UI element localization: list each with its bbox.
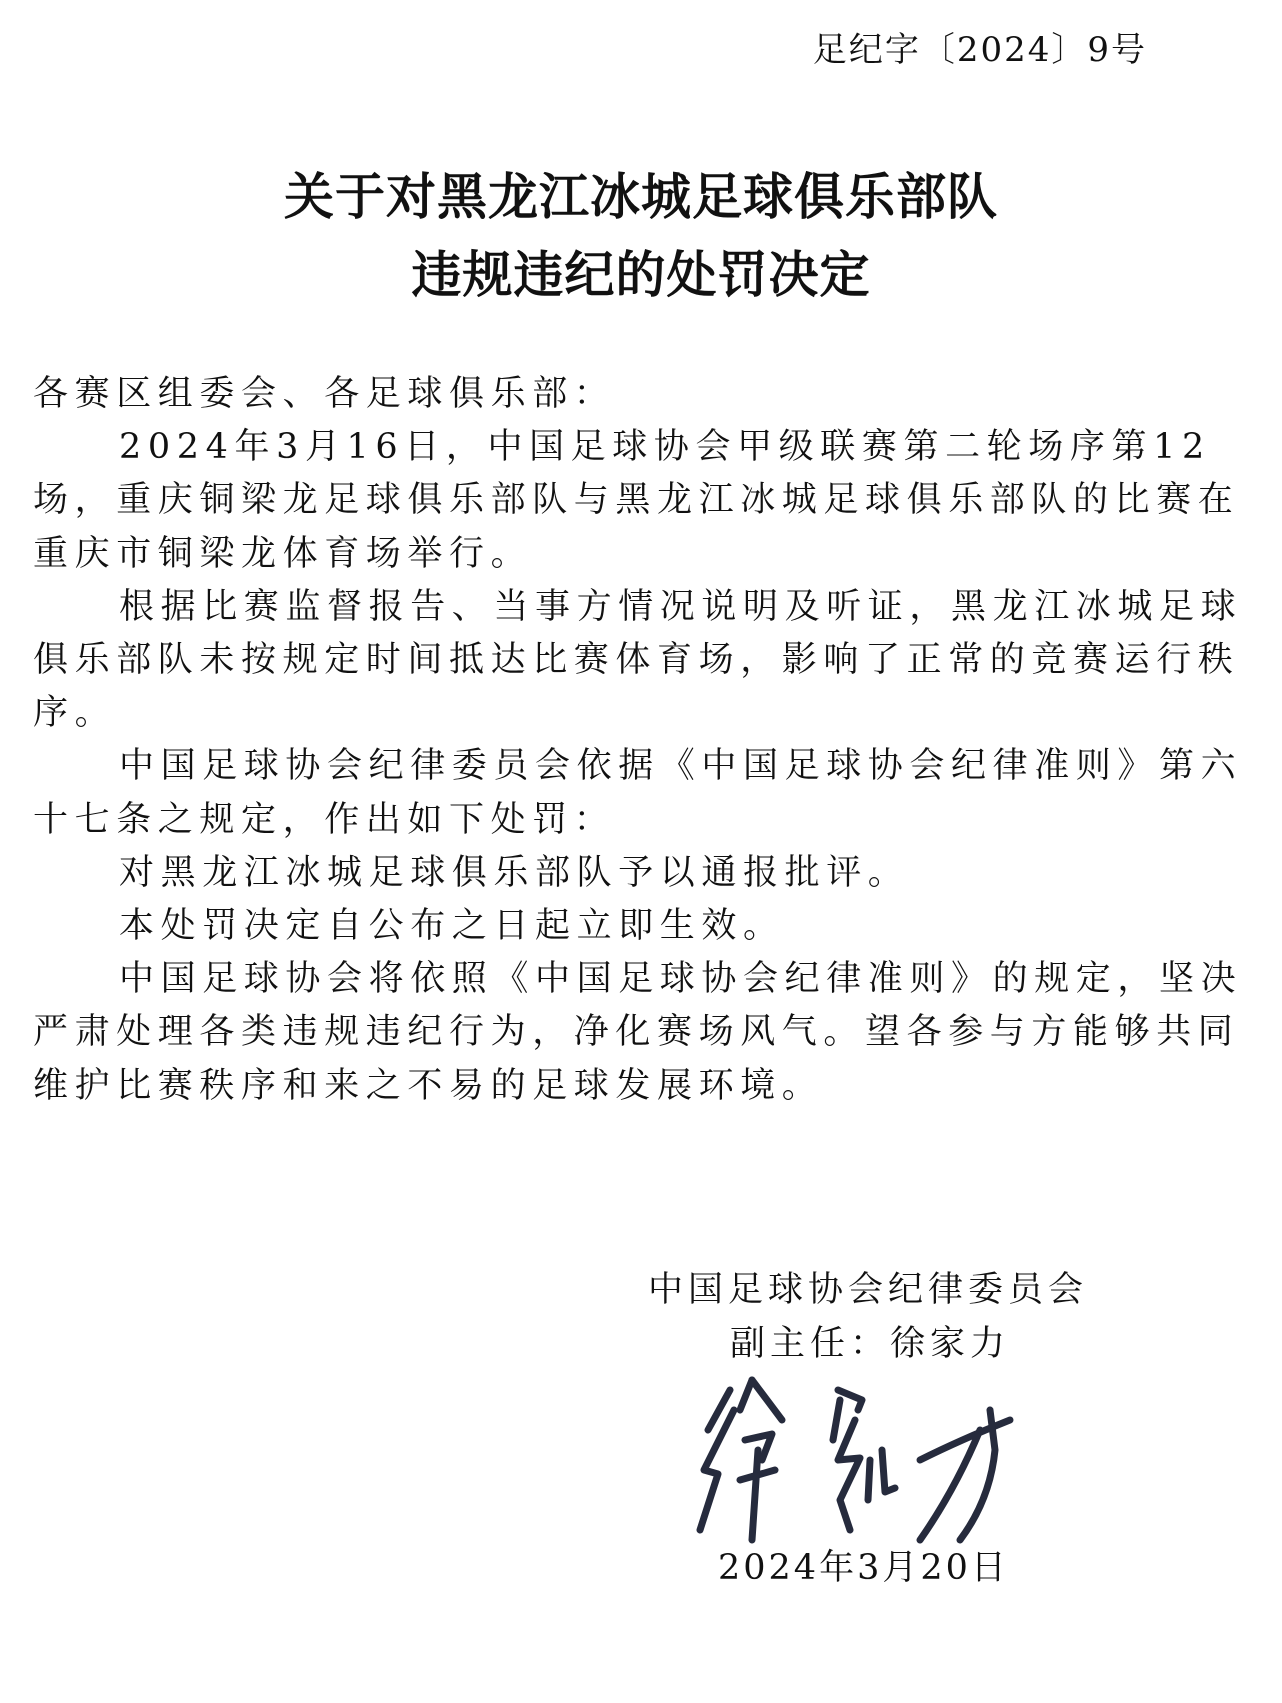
paragraph-penalty: 对黑龙江冰城足球俱乐部队予以通报批评。 — [119, 852, 910, 893]
paragraph-effective: 本处罚决定自公布之日起立即生效。 — [119, 906, 785, 947]
title-line-2: 违规违纪的处罚决定 — [411, 245, 871, 304]
paragraph-closing: 中国足球协会将依照《中国足球协会纪律准则》的规定，坚决严肃处理各类违规违纪行为，净化赛场风气。望各参与方能够共同维护比赛秩序和来之不易的足球发展环境。 — [33, 959, 1243, 1106]
signing-organization: 中国足球协会纪律委员会 — [648, 1270, 1089, 1310]
paragraph-match-info: 2024年3月16日，中国足球协会甲级联赛第二轮场序第12场，重庆铜梁龙足球俱乐部队与黑龙江冰城足球俱乐部队的比赛在重庆市铜梁龙体育场举行。 — [33, 427, 1240, 574]
handwritten-signature-icon — [690, 1370, 1020, 1550]
signer-title: 副主任：徐家力 — [730, 1324, 1011, 1364]
salutation: 各赛区组委会、各足球俱乐部： — [33, 374, 616, 414]
title-line-1: 关于对黑龙江冰城足球俱乐部队 — [284, 167, 998, 226]
signing-date: 2024年3月20日 — [718, 1548, 1009, 1588]
document-number: 足纪字〔2024〕9号 — [812, 30, 1147, 70]
paragraph-legal-basis: 中国足球协会纪律委员会依据《中国足球协会纪律准则》第六十七条之规定，作出如下处罚： — [33, 746, 1243, 840]
document-body — [33, 368, 1261, 1113]
document-title — [0, 158, 1282, 314]
paragraph-findings: 根据比赛监督报告、当事方情况说明及听证，黑龙江冰城足球俱乐部队未按规定时间抵达比赛体育场，影响了正常的竞赛运行秩序。 — [33, 586, 1243, 734]
